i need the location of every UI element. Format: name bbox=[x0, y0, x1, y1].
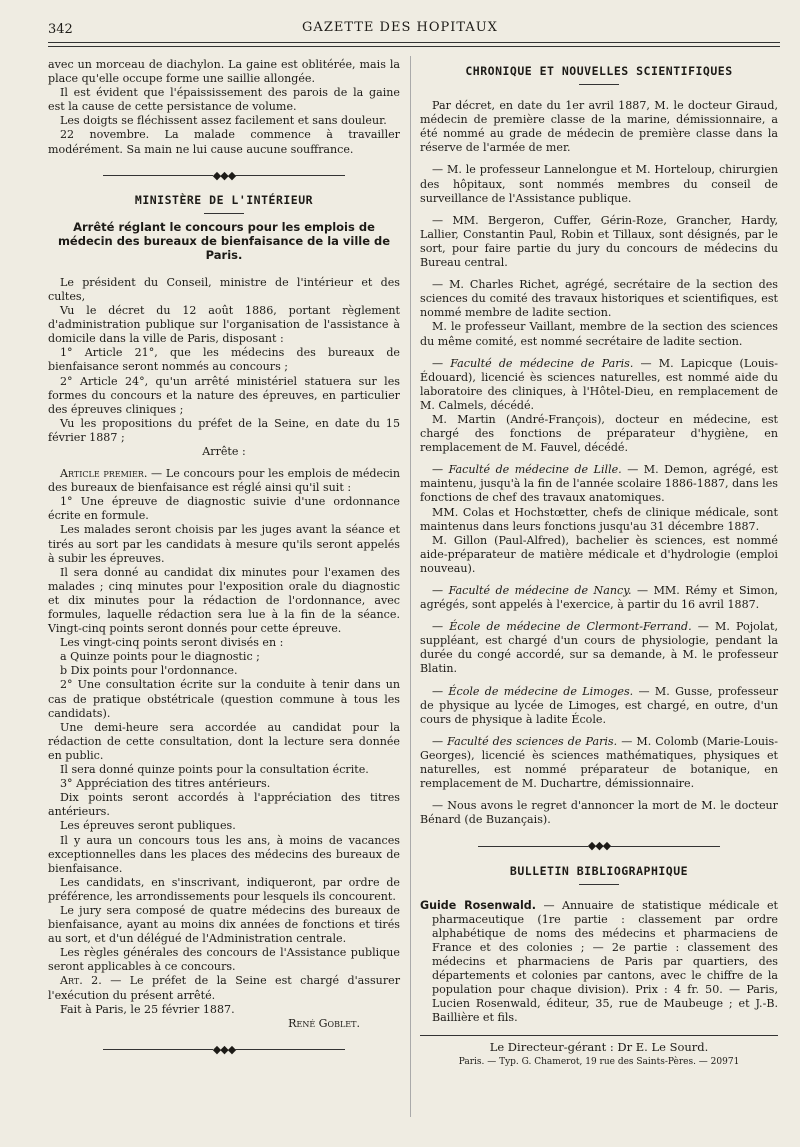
news-label: — Faculté de médecine de Nancy. bbox=[432, 584, 632, 597]
paragraph: MM. Colas et Hochstœtter, chefs de clinique médicale, sont maintenus dans leurs fonctions jusqu'au 31 décembre 1887. bbox=[420, 505, 778, 533]
paragraph: 2° Article 24°, qu'un arrêté ministériel statuera sur les formes du concours et la nature des épreuves, en particulier des épreuves cliniques ; bbox=[48, 374, 400, 416]
paragraph: b Dix points pour l'ordonnance. bbox=[60, 664, 238, 678]
paragraph: Le président du Conseil, ministre de l'intérieur et des cultes, bbox=[48, 275, 400, 303]
news-text: — M. Lapicque (Louis-Édouard), licencié ès sciences naturelles, est nommé aide du laboratoire des cliniques, à l'Hôtel-Dieu, en remplacement de M. Calmels, décédé. bbox=[420, 356, 778, 412]
news-label: — Faculté des sciences de Paris. bbox=[432, 734, 618, 748]
footer-rule bbox=[420, 1035, 778, 1036]
news-text: — M. Demon, agrégé, est maintenu, jusqu'à la fin de l'année scolaire 1886-1887, dans les fonctions de chef des travaux anatomiques. bbox=[420, 463, 778, 505]
arrete-title: Arrêté réglant le concours pour les emplois de médecin des bureaux de bienfaisance de la ville de Paris. bbox=[57, 219, 391, 262]
news-item bbox=[420, 735, 778, 791]
fleuron-divider: ◆◆◆ bbox=[48, 1043, 400, 1057]
fleuron-divider: ◆◆◆ bbox=[48, 169, 400, 183]
paragraph: Il sera donné au candidat dix minutes pour l'examen des malades ; cinq minutes pour l'exposition orale du diagnostic et dix minutes pour la rédaction de l'ordonnance, avec formules, laquelle rédaction sera lue à la fin de la séance. Vingt-cinq points seront donnés pour cette épreuve. bbox=[48, 565, 400, 636]
running-title: GAZETTE DES HOPITAUX bbox=[302, 20, 498, 35]
article-2 bbox=[48, 974, 400, 1002]
news-text: — MM. Rémy et Simon, agrégés, sont appelés à l'exercice, à partir du 16 avril 1887. bbox=[420, 584, 778, 612]
fleuron-divider: ◆◆◆ bbox=[420, 839, 778, 853]
paragraph: Dix points seront accordés à l'appréciation des titres antérieurs. bbox=[48, 791, 400, 819]
paragraph: Vu le décret du 12 août 1886, portant règlement d'administration publique sur l'organisation de l'assistance à domicile dans la ville de Paris, disposant : bbox=[48, 304, 400, 346]
news-item bbox=[420, 463, 778, 505]
paragraph: 1° Article 21°, que les médecins des bureaux de bienfaisance seront nommés au concours ; bbox=[48, 346, 400, 374]
paragraph: Il sera donné quinze points pour la consultation écrite. bbox=[60, 763, 369, 777]
paragraph: a Quinze points pour le diagnostic ; bbox=[60, 650, 260, 664]
biblio-label: Guide Rosenwald. bbox=[420, 898, 536, 912]
paragraph: — M. le professeur Lannelongue et M. Horteloup, chirurgien des hôpitaux, sont nommés membres du conseil de surveillance de l'Assistance publique. bbox=[420, 163, 778, 205]
news-item bbox=[420, 620, 778, 676]
paragraph: Les malades seront choisis par les juges avant la séance et tirés au sort par les candidats à mesure qu'ils seront appelés à subir les épreuves. bbox=[48, 523, 400, 565]
article-label: Art. 2. bbox=[60, 974, 102, 988]
imprint-line: Paris. — Typ. G. Chamerot, 19 rue des Saints-Pères. — 20971 bbox=[458, 1056, 740, 1067]
director-line: Le Directeur-gérant : Dr E. Le Sourd. bbox=[489, 1040, 709, 1055]
left-column bbox=[48, 58, 400, 1067]
paragraph: avec un morceau de diachylon. La gaine est oblitérée, mais la place qu'elle occupe forme une saillie allongée. bbox=[48, 58, 400, 86]
paragraph: Fait à Paris, le 25 février 1887. bbox=[60, 1002, 235, 1016]
header-rule bbox=[48, 42, 780, 43]
paragraph: Vu les propositions du préfet de la Seine, en date du 15 février 1887 ; bbox=[48, 416, 400, 444]
news-label: — École de médecine de Clermont-Ferrand. bbox=[432, 620, 692, 634]
news-label: — Faculté de médecine de Lille. bbox=[432, 463, 622, 477]
paragraph: Par décret, en date du 1er avril 1887, M. le docteur Giraud, médecin de première classe de la marine, démissionnaire, a été nommé au grade de médecin de première classe dans la réserve de l'armée de mer. bbox=[420, 99, 778, 155]
arrete-label: Arrête : bbox=[202, 444, 246, 458]
paragraph: 1° Une épreuve de diagnostic suivie d'une ordonnance écrite en formule. bbox=[48, 495, 400, 523]
news-text: — M. Colomb (Marie-Louis-Georges), licencié ès sciences mathématiques, physiques et naturelles, est nommé préparateur de botanique, en remplacement de M. Duchartre, démissionnaire. bbox=[420, 734, 778, 791]
article-text: — Le préfet de la Seine est chargé d'assurer l'exécution du présent arrêté. bbox=[48, 974, 401, 1002]
news-item bbox=[420, 357, 778, 413]
news-label: — École de médecine de Limoges. bbox=[432, 684, 634, 698]
paragraph: Les candidats, en s'inscrivant, indiqueront, par ordre de préférence, les arrondissements pour lesquels ils concourent. bbox=[48, 875, 400, 903]
paragraph: — MM. Bergeron, Cuffer, Gérin-Roze, Grancher, Hardy, Lallier, Constantin Paul, Robin et Tillaux, sont désignés, par le sort, pour faire partie du jury du concours de médecins du Bureau central. bbox=[420, 213, 778, 270]
paragraph: Les vingt-cinq points seront divisés en : bbox=[60, 636, 284, 650]
paragraph: — Nous avons le regret d'annoncer la mort de M. le docteur Bénard (de Buzançais). bbox=[420, 799, 778, 827]
right-column bbox=[420, 58, 778, 1069]
paragraph: 22 novembre. La malade commence à travailler modérément. Sa main ne lui cause aucune souffrance. bbox=[48, 128, 400, 156]
paragraph: M. Gillon (Paul-Alfred), bachelier ès sciences, est nommé aide-préparateur de matière médicale et d'hydrologie (emploi nouveau). bbox=[420, 533, 778, 575]
news-text: — M. Gusse, professeur de physique au lycée de Limoges, est chargé, en outre, d'un cours de physique à ladite École. bbox=[420, 684, 779, 726]
section-title-bulletin: BULLETIN BIBLIOGRAPHIQUE bbox=[509, 863, 689, 878]
paragraph: Les doigts se fléchissent assez facilement et sans douleur. bbox=[60, 114, 387, 128]
paragraph: — M. Charles Richet, agrégé, secrétaire de la section des sciences du comité des travaux historiques et scientifiques, est nommé membre de ladite section. bbox=[420, 278, 778, 320]
news-label: — Faculté de médecine de Paris. bbox=[432, 356, 634, 370]
paragraph: Il y aura un concours tous les ans, à moins de vacances exceptionnelles dans les places des médecins des bureaux de bienfaisance. bbox=[48, 833, 400, 875]
paragraph: 2° Une consultation écrite sur la conduite à tenir dans un cas de pratique obstétricale (question commune à tous les candidats). bbox=[48, 678, 400, 720]
news-item bbox=[420, 584, 778, 612]
short-rule bbox=[579, 884, 619, 885]
header-rule-second bbox=[48, 46, 780, 47]
paragraph: Il est évident que l'épaississement des parois de la gaine est la cause de cette persistance de volume. bbox=[48, 86, 400, 114]
article-1 bbox=[48, 467, 400, 495]
paragraph: M. Martin (André-François), docteur en médecine, est chargé des fonctions de préparateur d'hygiène, en remplacement de M. Fauvel, décédé. bbox=[420, 412, 778, 455]
section-title-chronique: CHRONIQUE ET NOUVELLES SCIENTIFIQUES bbox=[465, 64, 733, 78]
signature: René Goblet. bbox=[288, 1016, 360, 1030]
paragraph: Les épreuves seront publiques. bbox=[60, 819, 236, 833]
article-text: — Le concours pour les emplois de médecin des bureaux de bienfaisance est réglé ainsi qu'il suit : bbox=[48, 467, 400, 495]
short-rule bbox=[204, 213, 244, 214]
news-item bbox=[420, 685, 778, 727]
paragraph: Les règles générales des concours de l'Assistance publique seront applicables à ce concours. bbox=[48, 946, 400, 974]
biblio-text: — Annuaire de statistique médicale et pharmaceutique (1re partie : classement par ordre alphabétique de noms des médecins et pharmaciens de France et des colonies ; — 2e partie : classement des médecins et pharmaciens de Paris par quartiers, des départements et colonies par cantons, avec le chiffre de la population pour chaque division). Prix : 4 fr. 50. — Paris, Lucien Rosenwald, éditeur, 35, rue de Maubeuge ; et J.-B. Baillière et fils. bbox=[432, 898, 778, 1025]
short-rule bbox=[579, 84, 619, 85]
section-title-ministere: MINISTÈRE DE L'INTÉRIEUR bbox=[134, 192, 314, 207]
article-label: Article premier. bbox=[60, 467, 148, 481]
paragraph: M. le professeur Vaillant, membre de la section des sciences du même comité, est nommé secrétaire de ladite section. bbox=[420, 320, 778, 348]
news-text: — M. Pojolat, suppléant, est chargé d'un cours de physiologie, pendant la durée du congé accordé, sur sa demande, à M. le professeur Blatin. bbox=[420, 620, 778, 676]
column-divider bbox=[410, 56, 411, 1117]
paragraph: Le jury sera composé de quatre médecins des bureaux de bienfaisance, ayant au moins dix années de fonctions et tirés au sort, et d'un délégué de l'Administration centrale. bbox=[48, 903, 400, 946]
page-number: 342 bbox=[48, 22, 73, 37]
paragraph: 3° Appréciation des titres antérieurs. bbox=[60, 777, 271, 791]
paragraph: Une demi-heure sera accordée au candidat pour la rédaction de cette consultation, dont la lecture sera donnée en public. bbox=[48, 720, 400, 762]
biblio-entry bbox=[420, 899, 778, 1026]
